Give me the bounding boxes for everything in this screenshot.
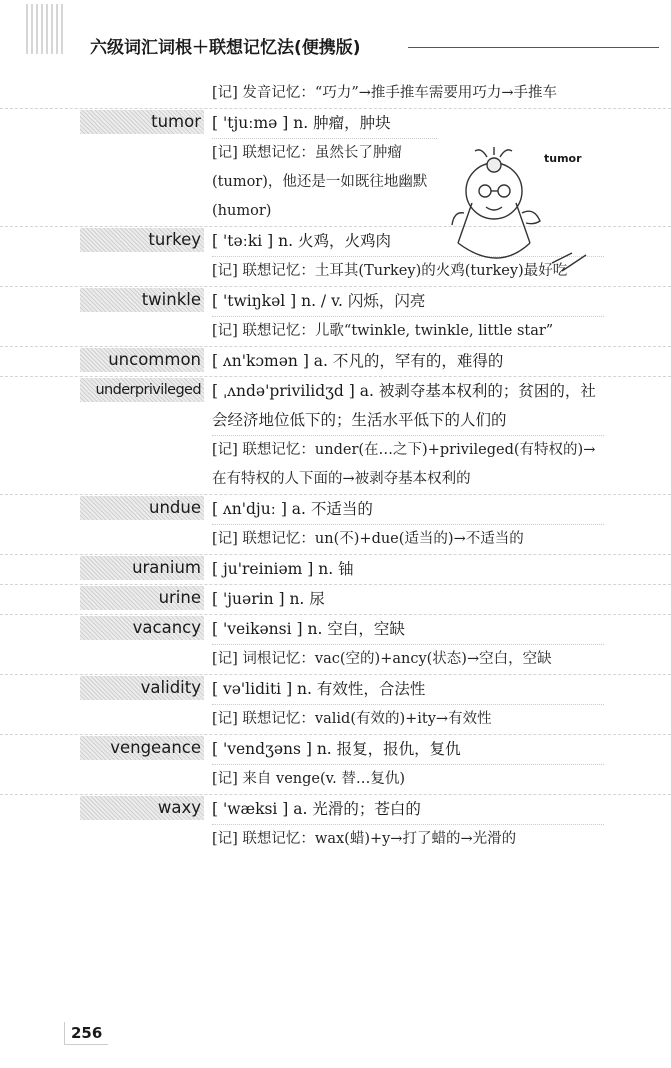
entry-definition: [ 'vendʒəns ] n. 报复，报仇，复仇 xyxy=(212,740,461,758)
headword: undue xyxy=(80,496,204,520)
entry-definition: [ 'wæksi ] a. 光滑的；苍白的 xyxy=(212,800,421,818)
entry-vengeance xyxy=(0,734,671,794)
entry-validity xyxy=(0,674,671,734)
entry-note: [记] 联想记忆：under(在…之下)+privileged(有特权的)→在有特权的人下面的→被剥夺基本权利的 xyxy=(212,435,604,494)
header-decoration xyxy=(26,4,66,54)
headword: vacancy xyxy=(80,616,204,640)
entry-note: [记] 联想记忆：虽然长了肿瘤(tumor)，他还是一如既往地幽默(humor) xyxy=(212,138,437,226)
entry-definition: [ 'juərin ] n. 尿 xyxy=(212,590,325,608)
entry-uncommon xyxy=(0,346,671,376)
entry-note: [记] 词根记忆：vac(空的)+ancy(状态)→空白，空缺 xyxy=(212,644,604,674)
entry-definition: [ ju'reiniəm ] n. 铀 xyxy=(212,560,354,578)
entry-note: [记] 联想记忆：un(不)+due(适当的)→不适当的 xyxy=(212,524,604,554)
entry-definition: [ 'təːki ] n. 火鸡，火鸡肉 xyxy=(212,232,391,250)
entry-urine xyxy=(0,584,671,614)
entry-definition: [ 'twiŋkəl ] n. / v. 闪烁，闪亮 xyxy=(212,292,426,310)
headword: validity xyxy=(80,676,204,700)
entry-note: [记] 发音记忆：“巧力”→推手推车需要用巧力→手推车 xyxy=(212,85,558,101)
page-header-title: 六级词汇词根＋联想记忆法(便携版) xyxy=(90,38,361,58)
headword: waxy xyxy=(80,796,204,820)
entry-definition: [ ʌn'kɔmən ] a. 不凡的，罕有的，难得的 xyxy=(212,352,504,370)
entry-definition: [ 'tjuːmə ] n. 肿瘤，肿块 xyxy=(212,114,391,132)
page-number: 256 xyxy=(64,1022,108,1045)
entry-uranium xyxy=(0,554,671,584)
illustration-label: tumor xyxy=(544,152,582,165)
entry-note: [记] 联想记忆：儿歌“twinkle, twinkle, little star” xyxy=(212,316,604,346)
entry-undue xyxy=(0,494,671,554)
entry-twinkle xyxy=(0,286,671,346)
headword: uncommon xyxy=(80,348,204,372)
entry-definition: [ və'liditi ] n. 有效性，合法性 xyxy=(212,680,426,698)
headword: vengeance xyxy=(80,736,204,760)
entry-definition: [ 'veikənsi ] n. 空白，空缺 xyxy=(212,620,405,638)
header-rule xyxy=(408,47,659,48)
entry-note: [记] 来自 venge(v. 替…复仇) xyxy=(212,764,604,794)
headword: urine xyxy=(80,586,204,610)
headword: twinkle xyxy=(80,288,204,312)
entry-vacancy xyxy=(0,614,671,674)
headword: tumor xyxy=(80,110,204,134)
entry-definition: [ ˌʌndə'privilidʒd ] a. 被剥夺基本权利的；贫困的，社会经济地位低下的；生活水平低下的人们的 xyxy=(212,382,596,429)
entry-definition: [ ʌn'djuː ] a. 不适当的 xyxy=(212,500,373,518)
entry-waxy xyxy=(0,794,671,854)
entry-note: [记] 联想记忆：土耳其(Turkey)的火鸡(turkey)最好吃 xyxy=(212,256,604,286)
entry-note: [记] 联想记忆：valid(有效的)+ity→有效性 xyxy=(212,704,604,734)
headword: turkey xyxy=(80,228,204,252)
entry-underprivileged xyxy=(0,376,671,494)
entry-note: [记] 联想记忆：wax(蜡)+y→打了蜡的→光滑的 xyxy=(212,824,604,854)
headword: uranium xyxy=(80,556,204,580)
entry-continued xyxy=(0,79,671,108)
headword: underprivileged xyxy=(80,378,204,402)
